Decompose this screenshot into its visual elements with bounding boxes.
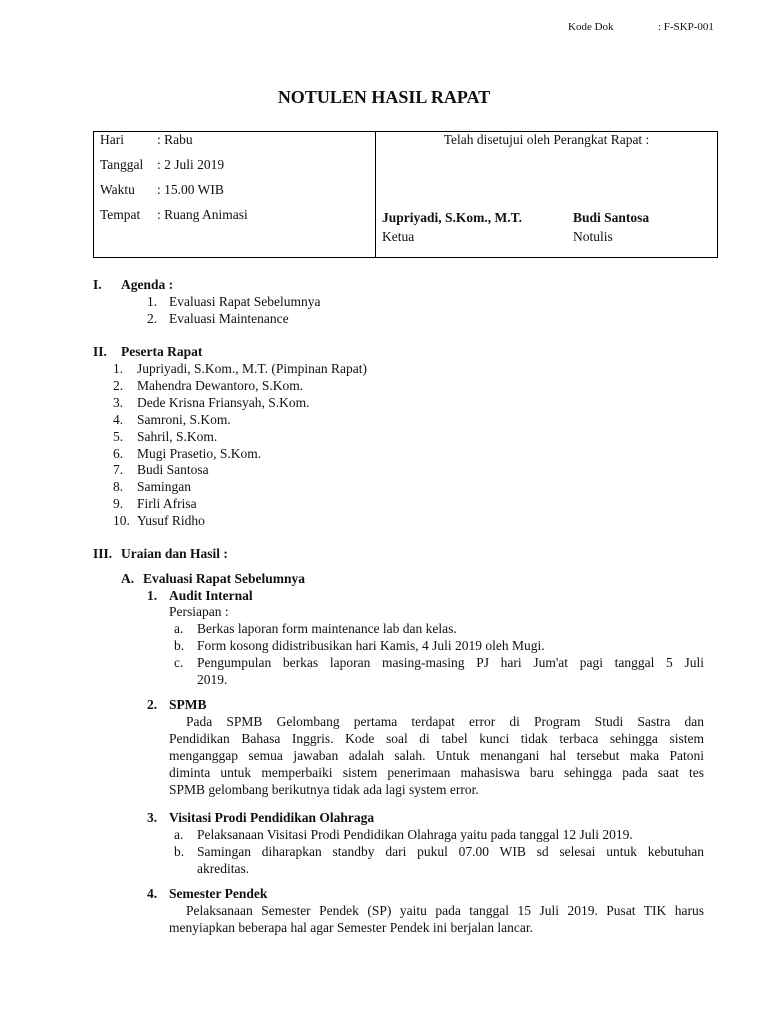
- participant-number: 3.: [113, 395, 124, 410]
- hari-value: : Rabu: [157, 132, 193, 147]
- participant-name: Samroni, S.Kom.: [137, 412, 231, 427]
- audit-item-letter: b.: [174, 638, 185, 653]
- tempat-value: : Ruang Animasi: [157, 207, 248, 222]
- tanggal-value: : 2 Juli 2019: [157, 157, 225, 172]
- participant-name: Jupriyadi, S.Kom., M.T. (Pimpinan Rapat): [137, 361, 367, 376]
- agenda-item-number: 1.: [147, 294, 158, 309]
- participant-name: Mahendra Dewantoro, S.Kom.: [137, 378, 304, 393]
- agenda-heading: Agenda :: [121, 277, 174, 292]
- doc-code-value: : F-SKP-001: [658, 21, 714, 33]
- semester-heading: Semester Pendek: [169, 886, 268, 901]
- audit-item-letter: a.: [174, 621, 184, 636]
- participant-number: 5.: [113, 429, 124, 444]
- semester-number: 4.: [147, 886, 158, 901]
- participant-number: 7.: [113, 462, 124, 477]
- participant-name: Dede Krisna Friansyah, S.Kom.: [137, 395, 310, 410]
- visitasi-item-line: Samingan diharapkan standby dari pukul 07.00 WIB sd selesai untuk kebutuhan: [197, 844, 704, 859]
- tanggal-label: Tanggal: [100, 157, 144, 172]
- spmb-paragraph-line: Pendidikan Bahasa Inggris. Kode soal di tabel kunci tidak terbaca sehingga sistem: [169, 731, 704, 746]
- agenda-item: Evaluasi Rapat Sebelumnya: [169, 294, 321, 309]
- audit-intro: Persiapan :: [169, 604, 229, 619]
- audit-heading: Audit Internal: [169, 588, 253, 603]
- spmb-paragraph-line: Pada SPMB Gelombang pertama terdapat error di Program Studi Sastra dan: [186, 714, 704, 729]
- spmb-paragraph-line: menganggap semua jawaban adalah salah. Untuk menangani hal tersebut maka Patoni: [169, 748, 704, 763]
- section-a-number: A.: [121, 571, 135, 586]
- uraian-heading: Uraian dan Hasil :: [121, 546, 228, 561]
- uraian-number: III.: [93, 546, 113, 561]
- visitasi-heading: Visitasi Prodi Pendidikan Olahraga: [169, 810, 375, 825]
- semester-paragraph-line: Pelaksanaan Semester Pendek (SP) yaitu pada tanggal 15 Juli 2019. Pusat TIK harus: [186, 903, 704, 918]
- notulis-role: Notulis: [573, 229, 613, 244]
- approval-heading: Telah disetujui oleh Perangkat Rapat :: [443, 132, 650, 147]
- doc-code-label: Kode Dok: [568, 21, 614, 33]
- agenda-number: I.: [93, 277, 102, 292]
- hari-label: Hari: [100, 132, 124, 147]
- waktu-label: Waktu: [100, 182, 135, 197]
- participant-number: 8.: [113, 479, 124, 494]
- participant-name: Firli Afrisa: [137, 496, 197, 511]
- agenda-item-number: 2.: [147, 311, 158, 326]
- participant-name: Mugi Prasetio, S.Kom.: [137, 446, 262, 461]
- visitasi-item: Pelaksanaan Visitasi Prodi Pendidikan Olahraga yaitu pada tanggal 12 Juli 2019.: [197, 827, 633, 842]
- peserta-number: II.: [93, 344, 107, 359]
- participant-number: 2.: [113, 378, 124, 393]
- notulis-name: Budi Santosa: [573, 210, 650, 225]
- participant-name: Sahril, S.Kom.: [137, 429, 218, 444]
- audit-item: Form kosong didistribusikan hari Kamis, 4 Juli 2019 oleh Mugi.: [197, 638, 545, 653]
- participant-name: Yusuf Ridho: [137, 513, 205, 528]
- spmb-number: 2.: [147, 697, 158, 712]
- spmb-paragraph-line: SPMB gelombang berikutnya tidak ada lagi system error.: [169, 782, 479, 797]
- audit-item-line: Pengumpulan berkas laporan masing-masing PJ hari Jum'at pagi tanggal 5 Juli: [197, 655, 704, 670]
- participant-number: 9.: [113, 496, 124, 511]
- semester-paragraph-line: menyiapkan beberapa hal agar Semester Pendek ini berjalan lancar.: [169, 920, 533, 935]
- participant-name: Budi Santosa: [137, 462, 209, 477]
- audit-number: 1.: [147, 588, 158, 603]
- tempat-label: Tempat: [100, 207, 141, 222]
- participant-name: Samingan: [137, 479, 191, 494]
- audit-item: Berkas laporan form maintenance lab dan kelas.: [197, 621, 457, 636]
- waktu-value: : 15.00 WIB: [157, 182, 224, 197]
- ketua-role: Ketua: [382, 229, 415, 244]
- ketua-name: Jupriyadi, S.Kom., M.T.: [382, 210, 523, 225]
- visitasi-item-letter: b.: [174, 844, 185, 859]
- visitasi-item-line: akreditas.: [197, 861, 250, 876]
- participant-number: 6.: [113, 446, 124, 461]
- audit-item-letter: c.: [174, 655, 184, 670]
- participant-number: 1.: [113, 361, 124, 376]
- participant-number: 4.: [113, 412, 124, 427]
- audit-item-line: 2019.: [197, 672, 228, 687]
- page-title: NOTULEN HASIL RAPAT: [277, 87, 491, 107]
- section-a-heading: Evaluasi Rapat Sebelumnya: [143, 571, 306, 586]
- agenda-item: Evaluasi Maintenance: [169, 311, 289, 326]
- participant-number: 10.: [113, 513, 130, 528]
- spmb-heading: SPMB: [169, 697, 207, 712]
- visitasi-item-letter: a.: [174, 827, 184, 842]
- peserta-heading: Peserta Rapat: [121, 344, 203, 359]
- spmb-paragraph-line: diminta untuk memperbaiki sistem penerimaan mahasiswa baru sehingga pada saat tes: [169, 765, 704, 780]
- visitasi-number: 3.: [147, 810, 158, 825]
